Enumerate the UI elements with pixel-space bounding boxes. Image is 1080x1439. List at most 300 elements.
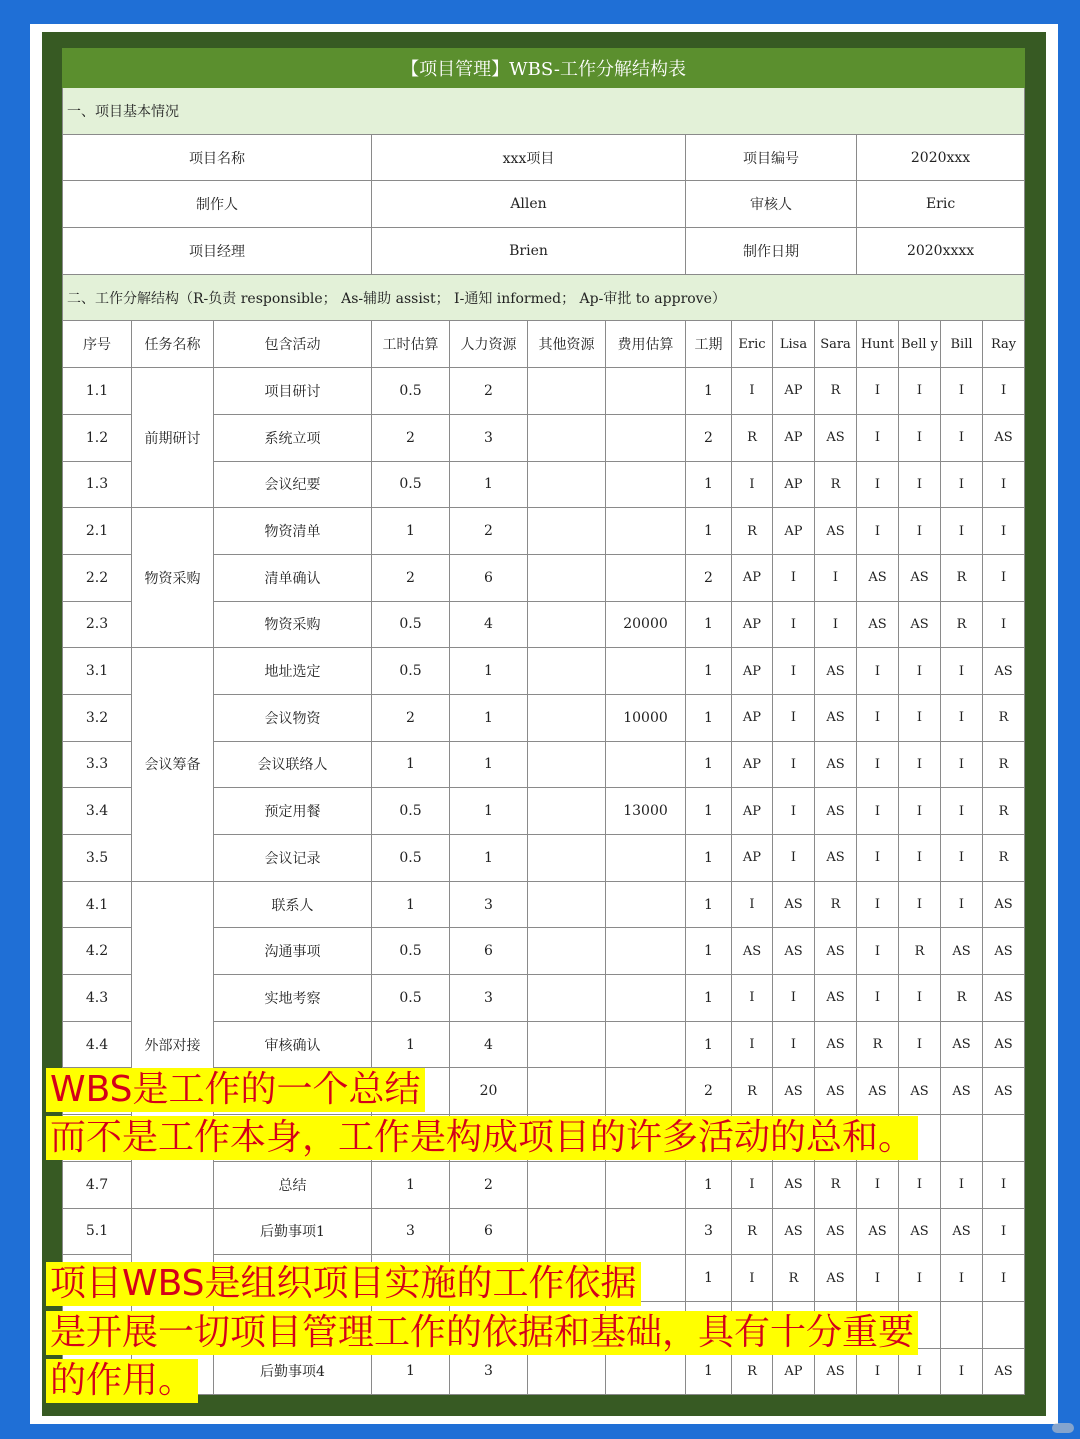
header-row bbox=[63, 321, 1025, 368]
value-cell: 2 bbox=[372, 694, 450, 741]
raci-cell: I bbox=[857, 741, 899, 788]
value-cell: 1 bbox=[686, 368, 732, 415]
raci-cell: AS bbox=[899, 1068, 941, 1115]
raci-cell bbox=[941, 1301, 983, 1348]
raci-cell: I bbox=[857, 648, 899, 695]
raci-cell: AP bbox=[773, 1348, 815, 1395]
value-cell bbox=[606, 1021, 686, 1068]
raci-cell: I bbox=[732, 1255, 773, 1302]
value-cell bbox=[606, 414, 686, 461]
value-cell: 1 bbox=[686, 1021, 732, 1068]
seq-cell: 4.7 bbox=[63, 1161, 132, 1208]
raci-cell: I bbox=[941, 1255, 983, 1302]
column-header: Lisa bbox=[773, 321, 815, 368]
value-cell bbox=[606, 368, 686, 415]
value-cell: 0.5 bbox=[372, 975, 450, 1022]
raci-cell: I bbox=[773, 975, 815, 1022]
raci-cell: AS bbox=[983, 1021, 1025, 1068]
activity-cell: 会议联络人 bbox=[214, 741, 372, 788]
raci-cell: I bbox=[899, 1021, 941, 1068]
raci-cell: I bbox=[899, 368, 941, 415]
raci-cell: AS bbox=[857, 1068, 899, 1115]
raci-cell: AS bbox=[815, 928, 857, 975]
task-name-cell: 前期研讨 bbox=[132, 368, 214, 508]
raci-cell: I bbox=[983, 554, 1025, 601]
value-cell: 4 bbox=[450, 601, 528, 648]
raci-cell: AS bbox=[773, 1161, 815, 1208]
raci-cell: I bbox=[857, 835, 899, 882]
activity-cell: 物资清单 bbox=[214, 508, 372, 555]
raci-cell: AS bbox=[815, 835, 857, 882]
value-cell: 3 bbox=[450, 975, 528, 1022]
seq-cell: 3.5 bbox=[63, 835, 132, 882]
raci-cell: I bbox=[773, 554, 815, 601]
raci-cell: I bbox=[983, 368, 1025, 415]
value-cell bbox=[606, 508, 686, 555]
value-cell bbox=[606, 1161, 686, 1208]
column-header: 人力资源 bbox=[450, 321, 528, 368]
raci-cell: I bbox=[773, 694, 815, 741]
value-cell: 1 bbox=[686, 508, 732, 555]
value-cell bbox=[528, 881, 606, 928]
raci-cell: AP bbox=[732, 835, 773, 882]
info-value: 2020xxxx bbox=[857, 228, 1025, 275]
raci-cell: AS bbox=[815, 975, 857, 1022]
section-wbs: 二、工作分解结构（R-负责 responsible； As-辅助 assist； I-通知 informed； Ap-审批 to approve） bbox=[63, 274, 1025, 321]
raci-cell: I bbox=[857, 1161, 899, 1208]
raci-cell: I bbox=[941, 368, 983, 415]
seq-cell: 1.2 bbox=[63, 414, 132, 461]
value-cell bbox=[606, 881, 686, 928]
raci-cell: I bbox=[899, 648, 941, 695]
caption-1: WBS是工作的一个总结 bbox=[46, 1068, 425, 1112]
raci-cell: AS bbox=[899, 601, 941, 648]
table-row bbox=[63, 1208, 1025, 1255]
raci-cell: I bbox=[773, 788, 815, 835]
raci-cell: AP bbox=[732, 788, 773, 835]
raci-cell: I bbox=[941, 741, 983, 788]
raci-cell: AS bbox=[773, 881, 815, 928]
value-cell: 10000 bbox=[606, 694, 686, 741]
column-header: Hunt bbox=[857, 321, 899, 368]
activity-cell: 物资采购 bbox=[214, 601, 372, 648]
raci-cell: AS bbox=[773, 1208, 815, 1255]
activity-cell: 会议记录 bbox=[214, 835, 372, 882]
seq-cell: 4.3 bbox=[63, 975, 132, 1022]
raci-cell: AP bbox=[732, 554, 773, 601]
activity-cell: 预定用餐 bbox=[214, 788, 372, 835]
value-cell: 4 bbox=[450, 1021, 528, 1068]
raci-cell: I bbox=[857, 1348, 899, 1395]
value-cell bbox=[528, 975, 606, 1022]
raci-cell: R bbox=[899, 928, 941, 975]
seq-cell: 3.4 bbox=[63, 788, 132, 835]
caption-2: 而不是工作本身，工作是构成项目的许多活动的总和。 bbox=[46, 1116, 918, 1160]
info-value: Allen bbox=[372, 181, 686, 228]
seq-cell: 1.1 bbox=[63, 368, 132, 415]
value-cell: 1 bbox=[450, 741, 528, 788]
value-cell: 3 bbox=[686, 1208, 732, 1255]
raci-cell: I bbox=[899, 461, 941, 508]
value-cell: 2 bbox=[372, 554, 450, 601]
value-cell bbox=[606, 461, 686, 508]
seq-cell: 2.1 bbox=[63, 508, 132, 555]
raci-cell: AS bbox=[815, 1068, 857, 1115]
raci-cell: AS bbox=[983, 881, 1025, 928]
raci-cell: I bbox=[983, 461, 1025, 508]
info-value: 2020xxx bbox=[857, 134, 1025, 181]
raci-cell: I bbox=[899, 508, 941, 555]
value-cell: 0.5 bbox=[372, 601, 450, 648]
raci-cell: I bbox=[899, 414, 941, 461]
value-cell: 0.5 bbox=[372, 928, 450, 975]
value-cell: 1 bbox=[686, 975, 732, 1022]
value-cell: 13000 bbox=[606, 788, 686, 835]
value-cell bbox=[528, 1348, 606, 1395]
value-cell: 1 bbox=[686, 1348, 732, 1395]
raci-cell: I bbox=[899, 1161, 941, 1208]
raci-cell: R bbox=[815, 461, 857, 508]
watermark-icon bbox=[1052, 1423, 1074, 1433]
column-header: 其他资源 bbox=[528, 321, 606, 368]
value-cell bbox=[528, 741, 606, 788]
raci-cell: R bbox=[983, 788, 1025, 835]
column-header: 工时估算 bbox=[372, 321, 450, 368]
seq-cell: 4.1 bbox=[63, 881, 132, 928]
value-cell: 1 bbox=[686, 1255, 732, 1302]
raci-cell: R bbox=[941, 975, 983, 1022]
value-cell bbox=[606, 648, 686, 695]
value-cell bbox=[528, 461, 606, 508]
info-label: 制作人 bbox=[63, 181, 372, 228]
raci-cell: R bbox=[941, 601, 983, 648]
raci-cell: AS bbox=[815, 1348, 857, 1395]
value-cell bbox=[528, 1208, 606, 1255]
info-label: 项目名称 bbox=[63, 134, 372, 181]
raci-cell: I bbox=[941, 694, 983, 741]
raci-cell: I bbox=[899, 1255, 941, 1302]
info-label: 审核人 bbox=[686, 181, 857, 228]
raci-cell: I bbox=[773, 1021, 815, 1068]
raci-cell: I bbox=[941, 1161, 983, 1208]
value-cell: 1 bbox=[686, 788, 732, 835]
raci-cell: I bbox=[857, 694, 899, 741]
raci-cell: I bbox=[773, 648, 815, 695]
value-cell: 0.5 bbox=[372, 788, 450, 835]
value-cell: 2 bbox=[450, 508, 528, 555]
column-header: Sara bbox=[815, 321, 857, 368]
value-cell: 1 bbox=[686, 601, 732, 648]
column-header: 费用估算 bbox=[606, 321, 686, 368]
raci-cell: AP bbox=[732, 601, 773, 648]
raci-cell: I bbox=[983, 1161, 1025, 1208]
value-cell: 1 bbox=[372, 741, 450, 788]
value-cell bbox=[528, 1161, 606, 1208]
value-cell: 1 bbox=[372, 1021, 450, 1068]
raci-cell: AP bbox=[773, 508, 815, 555]
value-cell bbox=[528, 648, 606, 695]
raci-cell: AS bbox=[815, 648, 857, 695]
raci-cell: I bbox=[857, 508, 899, 555]
value-cell: 1 bbox=[686, 835, 732, 882]
raci-cell: I bbox=[732, 1161, 773, 1208]
raci-cell: AS bbox=[815, 694, 857, 741]
raci-cell: AS bbox=[732, 928, 773, 975]
value-cell bbox=[606, 1068, 686, 1115]
raci-cell: AS bbox=[941, 1208, 983, 1255]
value-cell: 2 bbox=[450, 368, 528, 415]
raci-cell: I bbox=[899, 975, 941, 1022]
caption-4: 是开展一切项目管理工作的依据和基础，具有十分重要 bbox=[46, 1311, 918, 1355]
seq-cell: 1.3 bbox=[63, 461, 132, 508]
raci-cell: R bbox=[983, 694, 1025, 741]
value-cell: 1 bbox=[686, 694, 732, 741]
raci-cell: I bbox=[941, 1348, 983, 1395]
info-value: xxx项目 bbox=[372, 134, 686, 181]
value-cell: 20 bbox=[450, 1068, 528, 1115]
raci-cell: AS bbox=[857, 601, 899, 648]
raci-cell: AS bbox=[899, 1208, 941, 1255]
value-cell: 6 bbox=[450, 928, 528, 975]
raci-cell: I bbox=[941, 648, 983, 695]
raci-cell: AP bbox=[732, 741, 773, 788]
raci-cell: AS bbox=[815, 414, 857, 461]
value-cell: 1 bbox=[372, 1161, 450, 1208]
value-cell: 2 bbox=[372, 414, 450, 461]
raci-cell: R bbox=[983, 835, 1025, 882]
activity-cell: 审核确认 bbox=[214, 1021, 372, 1068]
value-cell: 1 bbox=[686, 881, 732, 928]
raci-cell: R bbox=[857, 1021, 899, 1068]
raci-cell: R bbox=[941, 554, 983, 601]
value-cell: 6 bbox=[450, 554, 528, 601]
info-row bbox=[63, 228, 1025, 275]
column-header: Ray bbox=[983, 321, 1025, 368]
value-cell: 2 bbox=[450, 1161, 528, 1208]
column-header: Bell y bbox=[899, 321, 941, 368]
raci-cell: AS bbox=[857, 554, 899, 601]
task-name-cell: 物资采购 bbox=[132, 508, 214, 648]
value-cell: 1 bbox=[686, 461, 732, 508]
raci-cell: I bbox=[732, 368, 773, 415]
value-cell bbox=[606, 835, 686, 882]
column-header: 工期 bbox=[686, 321, 732, 368]
raci-cell: AS bbox=[773, 1068, 815, 1115]
raci-cell: I bbox=[815, 601, 857, 648]
value-cell bbox=[606, 928, 686, 975]
raci-cell: AS bbox=[815, 1255, 857, 1302]
raci-cell bbox=[941, 1115, 983, 1162]
raci-cell: AS bbox=[983, 1348, 1025, 1395]
value-cell bbox=[528, 835, 606, 882]
value-cell bbox=[528, 414, 606, 461]
value-cell: 1 bbox=[372, 508, 450, 555]
value-cell: 1 bbox=[686, 928, 732, 975]
raci-cell bbox=[983, 1115, 1025, 1162]
raci-cell bbox=[983, 1301, 1025, 1348]
raci-cell: I bbox=[899, 835, 941, 882]
activity-cell: 会议纪要 bbox=[214, 461, 372, 508]
raci-cell: R bbox=[815, 1161, 857, 1208]
raci-cell: I bbox=[773, 601, 815, 648]
value-cell bbox=[606, 741, 686, 788]
raci-cell: I bbox=[857, 368, 899, 415]
raci-cell: AS bbox=[941, 1021, 983, 1068]
value-cell: 0.5 bbox=[372, 368, 450, 415]
seq-cell: 5.1 bbox=[63, 1208, 132, 1255]
raci-cell: I bbox=[857, 788, 899, 835]
activity-cell: 后勤事项4 bbox=[214, 1348, 372, 1395]
raci-cell: R bbox=[815, 881, 857, 928]
value-cell: 1 bbox=[372, 881, 450, 928]
raci-cell: I bbox=[857, 975, 899, 1022]
value-cell: 1 bbox=[450, 788, 528, 835]
value-cell: 1 bbox=[686, 1161, 732, 1208]
caption-5: 的作用。 bbox=[46, 1359, 198, 1403]
raci-cell: R bbox=[732, 1068, 773, 1115]
value-cell: 0.5 bbox=[372, 835, 450, 882]
column-header: Bill bbox=[941, 321, 983, 368]
activity-cell: 地址选定 bbox=[214, 648, 372, 695]
activity-cell: 联系人 bbox=[214, 881, 372, 928]
table-row bbox=[63, 881, 1025, 928]
raci-cell: I bbox=[983, 508, 1025, 555]
info-value: Eric bbox=[857, 181, 1025, 228]
raci-cell: I bbox=[941, 461, 983, 508]
raci-cell: I bbox=[941, 508, 983, 555]
raci-cell: AS bbox=[899, 554, 941, 601]
raci-cell: AS bbox=[941, 928, 983, 975]
value-cell: 2 bbox=[686, 554, 732, 601]
raci-cell: R bbox=[732, 508, 773, 555]
info-label: 制作日期 bbox=[686, 228, 857, 275]
value-cell bbox=[528, 601, 606, 648]
raci-cell: I bbox=[732, 975, 773, 1022]
activity-cell: 会议物资 bbox=[214, 694, 372, 741]
info-label: 项目编号 bbox=[686, 134, 857, 181]
value-cell: 1 bbox=[372, 1348, 450, 1395]
value-cell: 6 bbox=[450, 1208, 528, 1255]
value-cell bbox=[528, 1068, 606, 1115]
raci-cell: I bbox=[941, 788, 983, 835]
raci-cell: AS bbox=[941, 1068, 983, 1115]
raci-cell: AS bbox=[983, 1068, 1025, 1115]
column-header: Eric bbox=[732, 321, 773, 368]
value-cell: 3 bbox=[372, 1208, 450, 1255]
value-cell bbox=[606, 1348, 686, 1395]
section-basic-info: 一、项目基本情况 bbox=[63, 88, 1025, 135]
raci-cell: I bbox=[941, 881, 983, 928]
raci-cell: R bbox=[815, 368, 857, 415]
table-row bbox=[63, 508, 1025, 555]
info-label: 项目经理 bbox=[63, 228, 372, 275]
raci-cell: I bbox=[815, 554, 857, 601]
raci-cell: I bbox=[857, 881, 899, 928]
raci-cell: R bbox=[732, 414, 773, 461]
raci-cell: I bbox=[732, 461, 773, 508]
raci-cell: I bbox=[773, 835, 815, 882]
value-cell: 20000 bbox=[606, 601, 686, 648]
raci-cell: I bbox=[899, 694, 941, 741]
raci-cell: AP bbox=[773, 368, 815, 415]
info-value: Brien bbox=[372, 228, 686, 275]
raci-cell: I bbox=[941, 835, 983, 882]
raci-cell: I bbox=[941, 414, 983, 461]
raci-cell: I bbox=[857, 1255, 899, 1302]
seq-cell: 2.2 bbox=[63, 554, 132, 601]
raci-cell: I bbox=[857, 414, 899, 461]
value-cell: 2 bbox=[686, 414, 732, 461]
raci-cell: AS bbox=[815, 1208, 857, 1255]
raci-cell: I bbox=[899, 788, 941, 835]
raci-cell: I bbox=[773, 741, 815, 788]
value-cell: 1 bbox=[450, 461, 528, 508]
raci-cell: AS bbox=[983, 414, 1025, 461]
raci-cell: I bbox=[983, 1208, 1025, 1255]
raci-cell: AS bbox=[815, 508, 857, 555]
seq-cell: 2.3 bbox=[63, 601, 132, 648]
value-cell bbox=[528, 554, 606, 601]
raci-cell: I bbox=[899, 881, 941, 928]
activity-cell: 项目研讨 bbox=[214, 368, 372, 415]
value-cell: 1 bbox=[686, 741, 732, 788]
raci-cell: R bbox=[732, 1348, 773, 1395]
info-row bbox=[63, 134, 1025, 181]
raci-cell: R bbox=[773, 1255, 815, 1302]
raci-cell: I bbox=[899, 1348, 941, 1395]
task-name-cell: 外部对接 bbox=[132, 881, 214, 1208]
table-row bbox=[63, 368, 1025, 415]
task-name-cell: 会议筹备 bbox=[132, 648, 214, 881]
info-row bbox=[63, 181, 1025, 228]
value-cell bbox=[606, 975, 686, 1022]
raci-cell: I bbox=[857, 461, 899, 508]
value-cell bbox=[606, 554, 686, 601]
value-cell bbox=[528, 368, 606, 415]
raci-cell: I bbox=[983, 601, 1025, 648]
value-cell: 3 bbox=[450, 881, 528, 928]
raci-cell: AP bbox=[773, 414, 815, 461]
value-cell bbox=[528, 788, 606, 835]
activity-cell: 后勤事项1 bbox=[214, 1208, 372, 1255]
value-cell bbox=[606, 1208, 686, 1255]
activity-cell: 系统立项 bbox=[214, 414, 372, 461]
raci-cell: AP bbox=[773, 461, 815, 508]
spreadsheet bbox=[42, 32, 1046, 1416]
raci-cell: AS bbox=[983, 648, 1025, 695]
seq-cell: 4.2 bbox=[63, 928, 132, 975]
wbs-table bbox=[62, 48, 1025, 1395]
table-row bbox=[63, 648, 1025, 695]
raci-cell: AS bbox=[983, 975, 1025, 1022]
seq-cell: 4.4 bbox=[63, 1021, 132, 1068]
value-cell: 2 bbox=[686, 1068, 732, 1115]
seq-cell: 3.2 bbox=[63, 694, 132, 741]
value-cell bbox=[528, 694, 606, 741]
value-cell: 3 bbox=[450, 1348, 528, 1395]
activity-cell: 总结 bbox=[214, 1161, 372, 1208]
value-cell: 1 bbox=[450, 835, 528, 882]
table-title: 【项目管理】WBS-工作分解结构表 bbox=[63, 49, 1025, 88]
value-cell: 0.5 bbox=[372, 461, 450, 508]
column-header: 序号 bbox=[63, 321, 132, 368]
value-cell: 1 bbox=[686, 648, 732, 695]
raci-cell: I bbox=[732, 1021, 773, 1068]
value-cell bbox=[528, 1021, 606, 1068]
raci-cell: AS bbox=[815, 1021, 857, 1068]
value-cell: 3 bbox=[450, 414, 528, 461]
raci-cell: I bbox=[899, 741, 941, 788]
